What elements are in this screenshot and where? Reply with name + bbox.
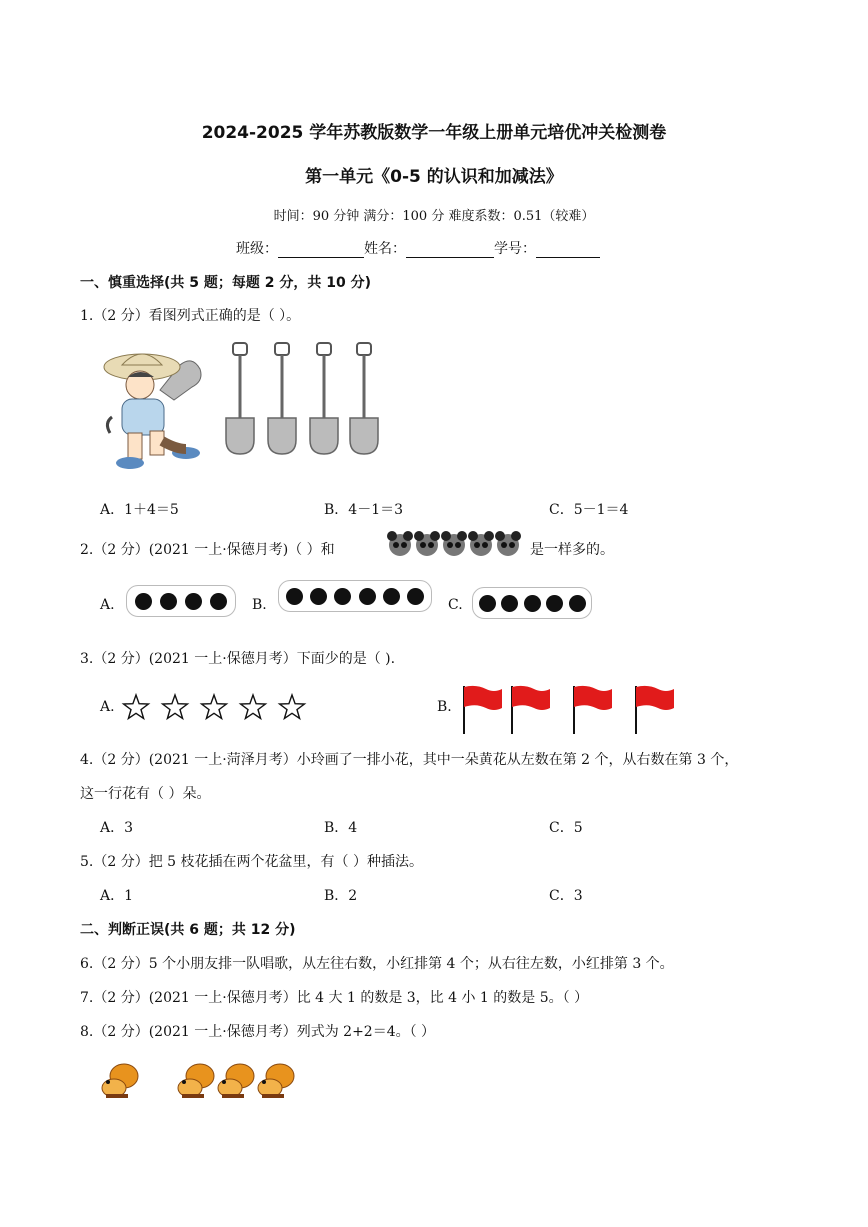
q5-option-b[interactable]: B．2 [324,888,358,904]
q2-option-c-label: C. [448,597,463,613]
class-blank[interactable] [278,243,364,258]
shovels-image [222,340,382,460]
q1-option-b[interactable]: B．4－1＝3 [324,502,404,518]
class-label: 班级： [236,241,278,257]
panda-icon [468,531,494,556]
q2-option-a-label: A. [100,597,115,613]
question-4-text-line2: 这一行花有（ ）朵。 [80,786,211,802]
q3-option-b-flags[interactable] [458,684,688,736]
shovel-icon [310,343,338,454]
shovel-icon [350,343,378,454]
red-flag-icon [636,686,674,734]
id-blank[interactable] [536,243,600,258]
question-8-text: 8.（2 分）(2021 一上·保德月考）列式为 2+2＝4。（ ） [80,1024,436,1040]
squirrel-icon [178,1064,214,1098]
exam-meta: 时间：90 分钟 满分：100 分 难度系数：0.51（较难） [273,209,595,224]
document-subtitle: 第一单元《0-5 的认识和加减法》 [305,167,563,187]
shovel-icon [226,343,254,454]
q3-option-a-label: A. [100,699,115,715]
q4-option-c[interactable]: C．5 [549,820,583,836]
dot-icon [334,588,351,605]
squirrel-icon [102,1064,138,1098]
dot-icon [160,593,177,610]
dot-icon [501,595,518,612]
q3-option-a-stars[interactable] [120,692,320,722]
star-icon [241,695,266,719]
dot-icon [210,593,227,610]
shovel-icon [268,343,296,454]
question-4-text-line1: 4.（2 分）(2021 一上·菏泽月考）小玲画了一排小花，其中一朵黄花从左数在第 2 个，从右数在第 3 个， [80,752,739,768]
dot-icon [310,588,327,605]
question-2-text-before: 2.（2 分）(2021 一上·保德月考)（ ）和 [80,542,335,558]
panda-icon [441,531,467,556]
star-icon [163,695,188,719]
dot-icon [383,588,400,605]
dot-icon [185,593,202,610]
boy-with-shovel-image [100,345,210,470]
squirrel-icon [258,1064,294,1098]
dot-icon [286,588,303,605]
q1-option-a[interactable]: A．1＋4＝5 [100,502,179,518]
q5-option-a[interactable]: A．1 [100,888,134,904]
student-info-row [236,238,600,258]
q2-option-a-dots[interactable] [126,585,236,617]
squirrels-image [98,1060,303,1102]
document-title: 2024-2025 学年苏教版数学一年级上册单元培优冲关检测卷 [201,123,667,143]
name-label: 姓名： [364,241,406,257]
q1-option-c[interactable]: C．5－1＝4 [549,502,629,518]
question-3-text: 3.（2 分）(2021 一上·保德月考）下面少的是（ ). [80,651,396,667]
star-icon [280,695,305,719]
question-5-text: 5.（2 分）把 5 枝花插在两个花盆里，有（ ）种插法。 [80,854,423,870]
question-7-text: 7.（2 分）(2021 一上·保德月考）比 4 大 1 的数是 3，比 4 小 1 的数是 5。（ ） [80,990,589,1006]
dot-icon [407,588,424,605]
dot-icon [524,595,541,612]
panda-icon [495,531,521,556]
section-2-title: 二、判断正误(共 6 题；共 12 分) [80,922,296,938]
dot-icon [479,595,496,612]
squirrel-icon [218,1064,254,1098]
red-flag-icon [574,686,612,734]
q5-option-c[interactable]: C．3 [549,888,583,904]
q4-option-b[interactable]: B．4 [324,820,358,836]
id-label: 学号： [494,241,536,257]
q3-option-b-label: B. [437,699,452,715]
question-2-text-after: 是一样多的。 [530,542,614,558]
star-icon [202,695,227,719]
red-flag-icon [464,686,502,734]
name-blank[interactable] [406,243,494,258]
q2-option-c-dots[interactable] [472,587,592,619]
q2-option-b-label: B. [252,597,267,613]
panda-icon [387,531,413,556]
dot-icon [135,593,152,610]
dot-icon [569,595,586,612]
panda-row-image [386,528,526,560]
red-flag-icon [512,686,550,734]
section-1-title: 一、慎重选择(共 5 题；每题 2 分，共 10 分) [80,275,372,291]
q2-option-b-dots[interactable] [278,580,432,612]
dot-icon [359,588,376,605]
panda-icon [414,531,440,556]
question-6-text: 6.（2 分）5 个小朋友排一队唱歌，从左往右数，小红排第 4 个；从右往左数，小红排第 3 个。 [80,956,674,972]
dot-icon [546,595,563,612]
star-icon [124,695,149,719]
q4-option-a[interactable]: A．3 [100,820,134,836]
question-1-text: 1.（2 分）看图列式正确的是（ ）。 [80,308,301,324]
